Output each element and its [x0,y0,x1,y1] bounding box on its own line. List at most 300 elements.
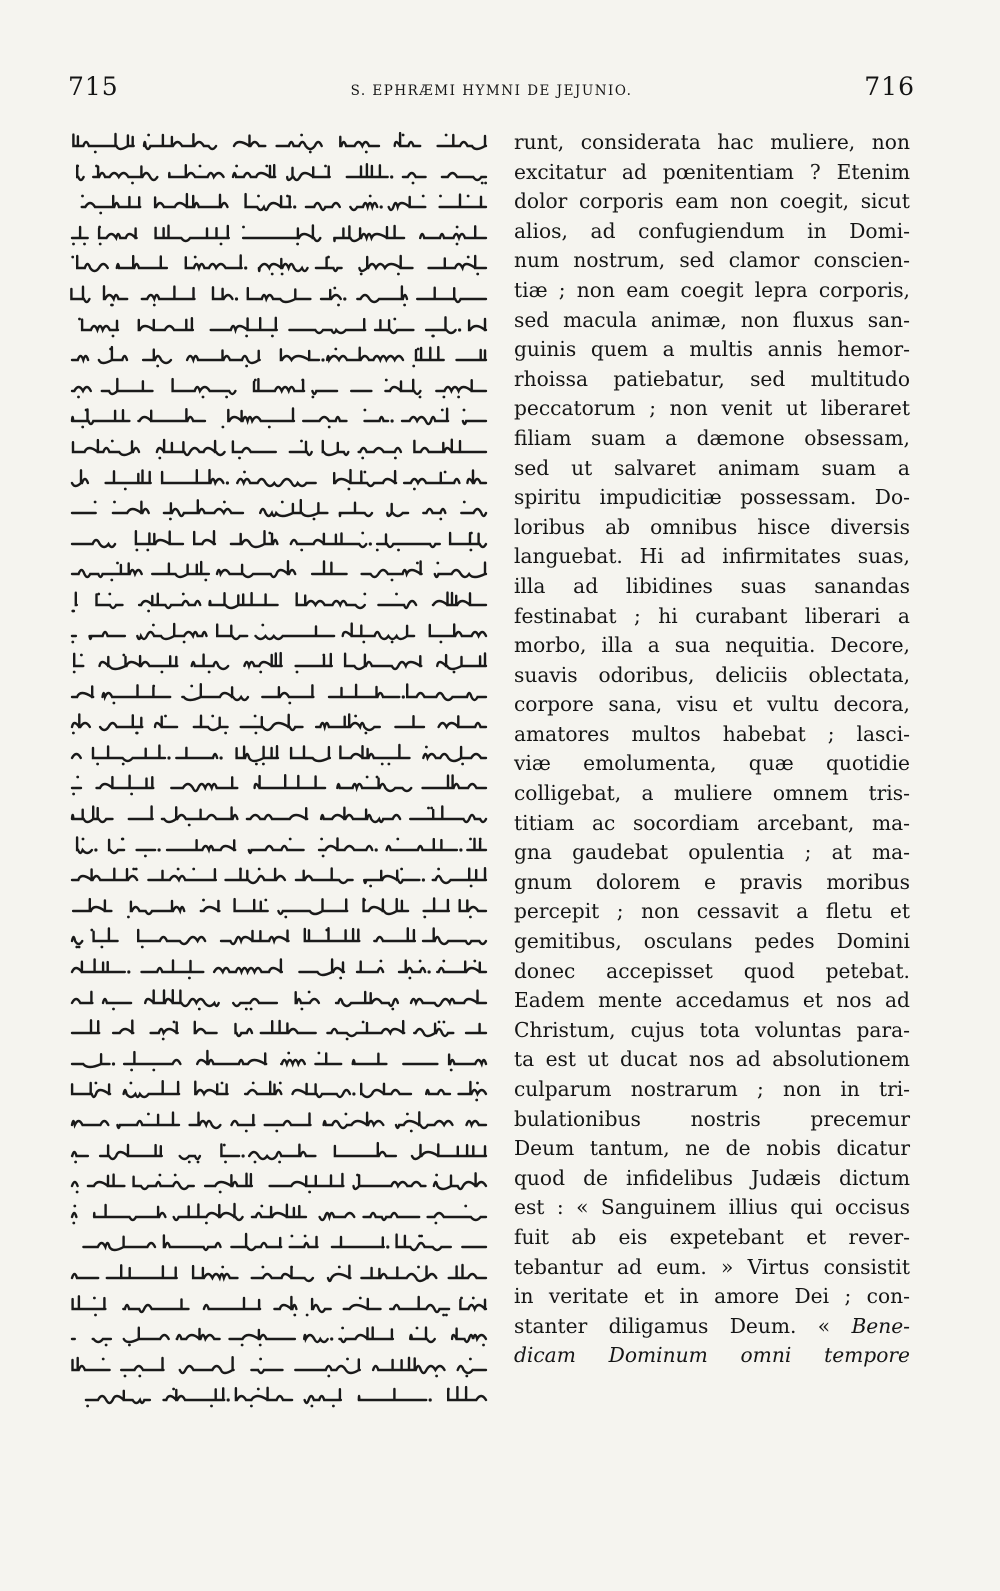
latin-word: tota [699,1017,740,1042]
latin-word: conscien- [813,248,910,273]
latin-word: multos [631,721,701,746]
latin-word: mente [598,988,663,1013]
latin-word: sed [514,455,550,480]
latin-word: a [796,899,809,924]
latin-word: a [897,455,910,480]
latin-line [514,690,910,720]
latin-word: Dei [794,1284,830,1309]
latin-word: cessavit [696,899,779,924]
syriac-script-graphic [68,1049,488,1073]
latin-word: Judæis [751,1165,821,1190]
latin-word: ad [621,159,647,184]
latin-word: ma- [871,840,910,865]
latin-word: ; [649,396,657,421]
latin-line [514,1312,910,1342]
syriac-line [68,220,488,250]
latin-word: rever- [848,1224,910,1249]
syriac-script-graphic [68,376,488,400]
syriac-script-graphic [68,468,488,492]
latin-word: loribus [514,514,586,539]
latin-word: percepit [514,899,600,924]
latin-word: et [806,1224,827,1249]
latin-word: accedamus [675,988,790,1013]
latin-word: bulationibus [514,1106,641,1131]
latin-word: spiritu [514,485,581,510]
latin-word: alios, [514,218,568,243]
syriac-line [68,1260,488,1290]
latin-word: tiæ [514,277,548,302]
syriac-script-graphic [68,988,488,1012]
latin-word: illa [601,633,633,658]
latin-word: san- [867,307,910,332]
syriac-line [68,893,488,923]
syriac-script-graphic [68,284,488,308]
syriac-line [68,465,488,495]
latin-word: gna [514,840,552,865]
syriac-line [68,954,488,984]
latin-word: muliere, [770,130,856,154]
latin-word: at [831,840,852,865]
latin-line [514,897,910,927]
syriac-line [68,709,488,739]
latin-word: sanandas [814,573,910,598]
latin-word: omni [740,1343,792,1368]
syriac-script-graphic [68,682,488,706]
syriac-line [68,1138,488,1168]
latin-word: diligamus [608,1313,709,1338]
latin-word: quem [590,337,648,362]
latin-word: Decore, [830,633,910,658]
latin-word: suas, [857,544,910,569]
latin-word: et [643,1284,664,1309]
latin-word: ut [571,455,593,480]
latin-line [514,572,910,602]
syriac-script-graphic [68,1294,488,1318]
latin-word: ma- [871,810,910,835]
latin-word: suavis [514,662,578,687]
syriac-script-graphic [68,498,488,522]
latin-word: Christum, [514,1017,616,1042]
latin-word: dictum [839,1165,910,1190]
latin-word: titiam [514,810,575,835]
latin-word: e [704,869,716,894]
latin-word: vultu [767,692,819,717]
latin-word: libidines [625,573,713,598]
latin-word: non [641,899,680,924]
latin-word: donec [514,958,576,983]
latin-line [514,1223,910,1253]
latin-word: decora, [833,692,910,717]
syriac-line [68,1076,488,1106]
syriac-script-graphic [68,1232,488,1256]
latin-word: festinabat [514,603,617,628]
latin-word: viæ [514,751,551,776]
syriac-line [68,1107,488,1137]
latin-word: num [514,248,560,273]
latin-word: qui [790,1195,823,1220]
syriac-script-graphic [68,1355,488,1379]
syriac-line [68,526,488,556]
latin-word: coegit [680,277,744,302]
latin-word: dolor [514,189,568,214]
latin-word: ducat [620,1047,678,1072]
latin-word: impudicitiæ [599,485,722,510]
latin-word: in [679,1284,699,1309]
latin-line [514,276,910,306]
latin-word: pœnitentiam [662,159,794,184]
latin-line [514,187,910,217]
syriac-line [68,770,488,800]
latin-word: voluntas [754,1017,842,1042]
latin-word: » [720,1254,734,1279]
latin-word: illius [728,1195,778,1220]
syriac-line [68,128,488,158]
latin-word: : [556,1195,564,1220]
latin-word: in [514,1284,534,1309]
latin-word: tebantur [514,1254,603,1279]
latin-word: hac [717,130,754,154]
latin-word: morbo, [514,633,587,658]
latin-word: liberari [804,603,881,628]
latin-word: Hi [639,544,664,569]
latin-word: ad [885,988,910,1013]
syriac-script-graphic [68,743,488,767]
syriac-script-graphic [68,131,488,155]
syriac-script-graphic [68,1202,488,1226]
latin-word: ac [592,810,616,835]
latin-word: a [662,337,675,362]
latin-word: dæmone [696,425,785,450]
syriac-line [68,281,488,311]
latin-word: ad [680,544,706,569]
latin-line [514,661,910,691]
running-title: S. EPHRÆMI HYMNI DE JEJUNIO. [350,83,633,99]
latin-word: in [840,1077,860,1101]
latin-word: stanter [514,1313,588,1338]
latin-line [514,957,910,987]
latin-word: habebat [722,721,806,746]
syriac-line [68,923,488,953]
latin-word: ; [756,1077,764,1101]
latin-word: hemor- [837,337,910,362]
latin-word: obsessam, [804,425,910,450]
latin-word: fluxus [792,307,854,332]
syriac-script-graphic [68,529,488,553]
latin-line [514,1134,910,1164]
latin-word: tempore [824,1343,910,1368]
latin-word: colligebat, [514,781,622,806]
latin-word: non [871,130,910,154]
latin-word: tris- [868,781,910,806]
latin-line [514,1193,910,1223]
latin-word: multis [689,337,753,362]
latin-word: languebat. [514,544,623,569]
syriac-script-graphic [68,1324,488,1348]
latin-line [514,246,910,276]
syriac-line [68,342,488,372]
latin-word: Domini [836,929,910,954]
latin-word: patiebatur, [613,366,725,391]
syriac-line [68,740,488,770]
syriac-line [68,1168,488,1198]
syriac-line [68,862,488,892]
latin-word: omnem [772,781,849,806]
latin-line [514,749,910,779]
latin-word: gaudebat [572,840,669,865]
syriac-line [68,985,488,1015]
syriac-script-graphic [68,192,488,216]
latin-word: Sanguinem [600,1195,717,1220]
syriac-script-graphic [68,253,488,277]
syriac-script-graphic [68,223,488,247]
latin-word: quotidie [826,751,910,776]
latin-word: liberaret [820,396,910,421]
syriac-script-graphic [68,345,488,369]
latin-word: venit [721,396,773,421]
latin-word: deliciis [715,662,788,687]
syriac-script-graphic [68,559,488,583]
latin-line [514,128,910,158]
latin-word: amore [714,1284,780,1309]
latin-word: nostrarum [630,1077,738,1101]
latin-word: corpore [514,692,594,717]
latin-word: animam [717,455,800,480]
latin-word: ? [809,159,821,184]
latin-line [514,1253,910,1283]
latin-line [514,720,910,750]
latin-word: non [782,1077,822,1101]
latin-word: sana, [608,692,663,717]
latin-word: eam [675,189,719,214]
syriac-script-graphic [68,1171,488,1195]
latin-word: ne [685,1136,711,1161]
latin-line [514,454,910,484]
latin-word: omnibus [650,514,738,539]
syriac-script-graphic [68,1141,488,1165]
latin-word: est [514,1195,545,1220]
latin-word: est [545,1047,577,1072]
latin-line [514,1105,910,1135]
latin-line [514,1341,910,1371]
latin-word: muliere [673,781,753,806]
latin-line [514,424,910,454]
syriac-line [68,618,488,648]
latin-word: sed [750,366,786,391]
latin-word: ; [804,840,812,865]
latin-word: precemur [810,1106,910,1131]
latin-word: ab [605,514,631,539]
latin-word: curabant [695,603,788,628]
latin-word: amatores [514,721,610,746]
latin-word: ad [573,573,599,598]
syriac-script-graphic [68,835,488,859]
syriac-script-graphic [68,804,488,828]
syriac-script-graphic [68,1018,488,1042]
latin-line [514,809,910,839]
latin-word: non [669,396,708,421]
latin-line [514,1075,910,1105]
latin-line [514,602,910,632]
latin-word: eum. [656,1254,707,1279]
latin-word: ab [571,1224,597,1249]
latin-word: ut [587,1047,609,1072]
syriac-script-graphic [68,926,488,950]
latin-word: petebat. [825,958,910,983]
latin-line [514,158,910,188]
latin-word: infirmitates [722,544,841,569]
latin-word: gnum [514,869,573,894]
latin-line [514,868,910,898]
latin-word: guinis [514,337,577,362]
latin-word: culparum [514,1077,612,1101]
latin-word: visu [676,692,718,717]
latin-word: non [729,189,769,214]
latin-word: Deum. [729,1313,797,1338]
syriac-script-graphic [68,621,488,645]
latin-word: fletu [825,899,873,924]
syriac-script-graphic [68,1385,488,1409]
latin-word: a [897,603,910,628]
latin-line [514,217,910,247]
syriac-line [68,648,488,678]
latin-word: nos [688,1047,725,1072]
latin-word: suam [821,455,877,480]
syriac-script-graphic [68,1263,488,1287]
latin-word: odoribus, [598,662,695,687]
syriac-script-graphic [68,957,488,981]
syriac-line [68,159,488,189]
latin-word: ta [514,1047,535,1072]
latin-word: non [576,277,615,302]
latin-word: nequitia. [725,633,816,658]
latin-word: macula [563,307,638,332]
latin-line [514,1045,910,1075]
syriac-script-graphic [68,162,488,186]
latin-italic-word: Bene- [851,1313,910,1338]
latin-word: animæ, [650,307,727,332]
latin-word: dicatur [836,1136,910,1161]
latin-word: osculans [643,929,733,954]
latin-word: multitudo [810,366,910,391]
syriac-line [68,312,488,342]
latin-word: nos [836,988,872,1013]
latin-word: Virtus [747,1254,810,1279]
latin-word: salvaret [614,455,697,480]
latin-word: possessam. [740,485,857,510]
latin-word: non [740,307,779,332]
latin-word: eam [626,277,670,302]
latin-word: coegit, [779,189,850,214]
latin-word: sed [514,307,550,332]
latin-word: ; [616,899,624,924]
latin-word: tantum, [589,1136,670,1161]
latin-line [514,779,910,809]
latin-word: gemitibus, [514,929,622,954]
syriac-line [68,250,488,280]
latin-word: occisus [835,1195,910,1220]
latin-translation-column [514,128,910,1371]
latin-word: sicut [860,189,910,214]
page-number-left: 715 [68,72,119,101]
latin-word: moribus [826,869,910,894]
latin-word: quæ [748,751,794,776]
latin-line [514,306,910,336]
latin-word: ad [617,1254,642,1279]
latin-word: Deum [514,1136,575,1161]
latin-word: suam [591,425,646,450]
syriac-script-graphic [68,406,488,430]
running-head [68,72,915,102]
latin-word: ut [786,396,808,421]
syriac-line [68,556,488,586]
latin-word: lasci- [856,721,910,746]
latin-word: « [576,1195,589,1220]
latin-word: dolorem [595,869,681,894]
latin-word: hisce [757,514,811,539]
syriac-script-graphic [68,773,488,797]
latin-word: illa [514,573,546,598]
latin-word: et [802,988,823,1013]
syriac-script-graphic [68,590,488,614]
latin-word: Eadem [514,988,585,1013]
syriac-line [68,832,488,862]
latin-word: fuit [514,1224,550,1249]
latin-word: suas [740,573,787,598]
latin-word: lepra [754,277,808,302]
latin-word: oblectata, [808,662,910,687]
syriac-line [68,1352,488,1382]
latin-word: diversis [830,514,910,539]
latin-word: quod [743,958,795,983]
latin-word: clamor [728,248,800,273]
latin-line [514,838,910,868]
latin-word: sed [679,248,715,273]
syriac-line [68,1229,488,1259]
latin-word: peccatorum [514,396,636,421]
syriac-line [68,1015,488,1045]
syriac-line [68,587,488,617]
latin-word: tri- [878,1077,910,1101]
syriac-line [68,1321,488,1351]
latin-word: consistit [823,1254,910,1279]
latin-word: confugiendum [638,218,785,243]
latin-line [514,1282,910,1312]
syriac-script-graphic [68,1110,488,1134]
latin-word: pravis [739,869,803,894]
latin-word: con- [866,1284,910,1309]
latin-word: corporis, [818,277,910,302]
latin-word: nostris [690,1106,761,1131]
syriac-line [68,189,488,219]
latin-word: nobis [766,1136,821,1161]
latin-word: ; [827,721,835,746]
latin-word: et [889,899,910,924]
latin-line [514,365,910,395]
latin-word: rhoissa [514,366,589,391]
latin-word: corporis [578,189,664,214]
latin-word: considerata [580,130,701,154]
latin-word: eis [618,1224,648,1249]
latin-line [514,394,910,424]
syriac-script-graphic [68,896,488,920]
latin-line [514,513,910,543]
latin-word: veritate [548,1284,629,1309]
syriac-line [68,495,488,525]
latin-word: de [725,1136,751,1161]
latin-word: hi [658,603,678,628]
latin-word: para- [856,1017,910,1042]
latin-word: pedes [754,929,815,954]
